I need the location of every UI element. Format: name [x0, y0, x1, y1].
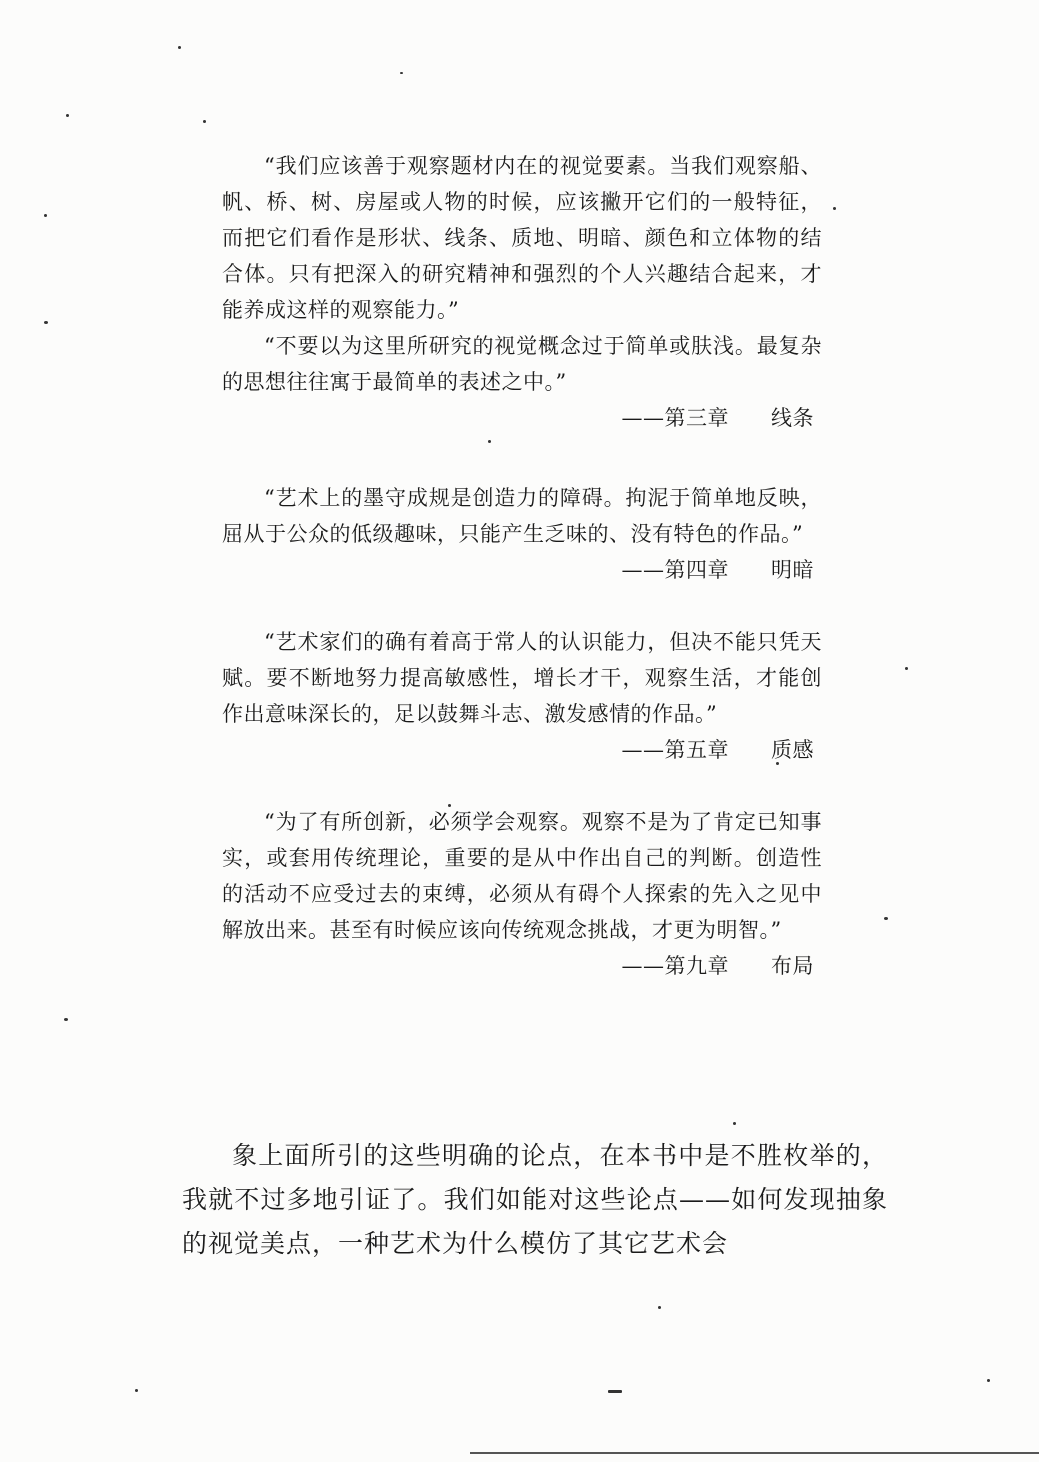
source-chapter: ——第五章 [621, 738, 729, 762]
source-topic: 线条 [771, 406, 814, 430]
body-text [182, 1134, 888, 1266]
quote-chapter-5 [222, 624, 822, 768]
scan-speck [400, 72, 403, 74]
scan-speck [44, 321, 48, 324]
scan-speck [66, 114, 69, 117]
source-topic: 布局 [771, 954, 814, 978]
page-bottom-edge [470, 1452, 1039, 1454]
scan-speck [178, 46, 181, 49]
source-topic: 明暗 [771, 558, 814, 582]
quotations-section [222, 148, 822, 984]
quote-chapter-3 [222, 148, 822, 436]
scan-speck [488, 440, 491, 443]
source-chapter: ——第九章 [621, 954, 729, 978]
source-chapter: ——第四章 [621, 558, 729, 582]
quote-source [222, 732, 822, 768]
scan-speck [833, 207, 836, 210]
scan-speck [905, 667, 908, 670]
scan-speck [135, 1389, 138, 1392]
scan-speck [64, 1018, 68, 1021]
scan-speck [658, 1306, 661, 1309]
scan-speck [44, 214, 47, 217]
source-chapter: ——第三章 [621, 406, 729, 430]
quote-paragraph: “艺术家们的确有着高于常人的认识能力，但决不能只凭天赋。要不断地努力提高敏感性，增长才干，观察生活，才能创作出意味深长的，足以鼓舞斗志、激发感情的作品。” [222, 630, 822, 726]
scan-speck [608, 1390, 622, 1393]
scan-speck [733, 1122, 736, 1125]
scan-speck [203, 120, 206, 123]
scan-speck [448, 804, 451, 807]
quote-paragraph: “我们应该善于观察题材内在的视觉要素。当我们观察船、帆、桥、树、房屋或人物的时候，应该撇开它们的一般特征，而把它们看作是形状、线条、质地、明暗、颜色和立体物的结合体。只有把深入的研究精神和强烈的个人兴趣结合起来，才能养成这样的观察能力。” [222, 154, 822, 322]
quote-paragraph: “艺术上的墨守成规是创造力的障碍。拘泥于简单地反映，屈从于公众的低级趣味，只能产生乏味的、没有特色的作品。” [222, 486, 822, 546]
scan-speck [776, 762, 779, 765]
quote-chapter-4 [222, 480, 822, 588]
quote-chapter-9 [222, 804, 822, 984]
quote-source [222, 552, 822, 588]
quote-source [222, 400, 822, 436]
quote-source [222, 948, 822, 984]
quote-paragraph: “不要以为这里所研究的视觉概念过于简单或肤浅。最复杂的思想往往寓于最简单的表述之中。” [222, 334, 822, 394]
scan-speck [884, 917, 888, 920]
body-paragraph: 象上面所引的这些明确的论点，在本书中是不胜枚举的，我就不过多地引证了。我们如能对这些论点——如何发现抽象的视觉美点，一种艺术为什么模仿了其它艺术会 [182, 1141, 888, 1258]
quote-paragraph: “为了有所创新，必须学会观察。观察不是为了肯定已知事实，或套用传统理论，重要的是从中作出自己的判断。创造性的活动不应受过去的束缚，必须从有碍个人探索的先入之见中解放出来。甚至有时候应该向传统观念挑战，才更为明智。” [222, 810, 822, 942]
scan-speck [987, 1379, 990, 1382]
source-topic: 质感 [771, 738, 814, 762]
